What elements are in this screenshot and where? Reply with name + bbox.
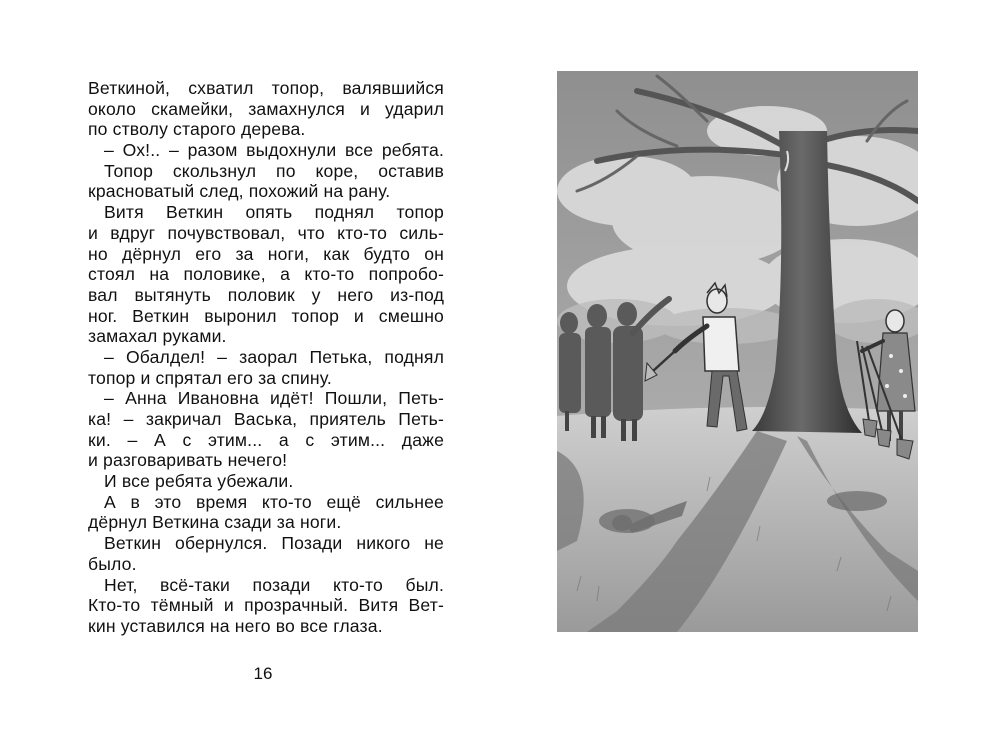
- text-line: – Ох!.. – разом выдохнули все ребята.: [104, 140, 444, 161]
- illustration-drawing: [557, 71, 918, 632]
- text-line: было.: [88, 553, 137, 574]
- text-line: по стволу старого дерева.: [88, 119, 306, 140]
- text-line: ки. – А с этим... а с этим... даже: [88, 429, 444, 450]
- text-line: Витя Веткин опять поднял топор: [104, 202, 444, 223]
- text-line: стоял на половике, а кто-то попробо-: [88, 264, 444, 285]
- text-line: Кто-то тёмный и прозрачный. Витя Вет-: [88, 595, 444, 616]
- text-line: замахал руками.: [88, 326, 227, 347]
- text-line: Веткиной, схватил топор, валявшийся: [88, 78, 444, 98]
- text-line: – Анна Ивановна идёт! Пошли, Петь-: [104, 388, 444, 409]
- text-line: топор и спрятал его за спину.: [88, 367, 332, 388]
- text-line: Топор скользнул по коре, оставив: [104, 160, 444, 181]
- text-line: кин уставился на него во все глаза.: [88, 615, 383, 636]
- text-line: дёрнул Веткина сзади за ноги.: [88, 512, 342, 533]
- text-line: Нет, всё-таки позади кто-то был.: [104, 574, 444, 595]
- text-line: И все ребята убежали.: [104, 471, 294, 492]
- text-line: красноватый след, похожий на рану.: [88, 181, 391, 202]
- page-number: 16: [253, 664, 273, 683]
- text-line: и разговаривать нечего!: [88, 450, 288, 471]
- text-line: ног. Веткин выронил топор и смешно: [88, 305, 444, 326]
- illustration-tree-scene: [557, 71, 918, 632]
- text-line: Веткин обернулся. Позади никого не: [104, 533, 444, 554]
- text-line: А в это время кто-то ещё сильнее: [104, 491, 444, 512]
- text-line: вал вытянуть половик у него из-под: [88, 284, 444, 305]
- text-line: но дёрнул его за ноги, как будто он: [88, 243, 444, 264]
- page-body-text: [88, 78, 444, 637]
- text-line: ка! – закричал Васька, приятель Петь-: [88, 409, 444, 429]
- text-line: – Обалдел! – заорал Петька, поднял: [104, 346, 444, 367]
- text-line: и вдруг почувствовал, что кто-то силь-: [88, 222, 444, 243]
- text-line: около скамейки, замахнулся и ударил: [88, 98, 444, 119]
